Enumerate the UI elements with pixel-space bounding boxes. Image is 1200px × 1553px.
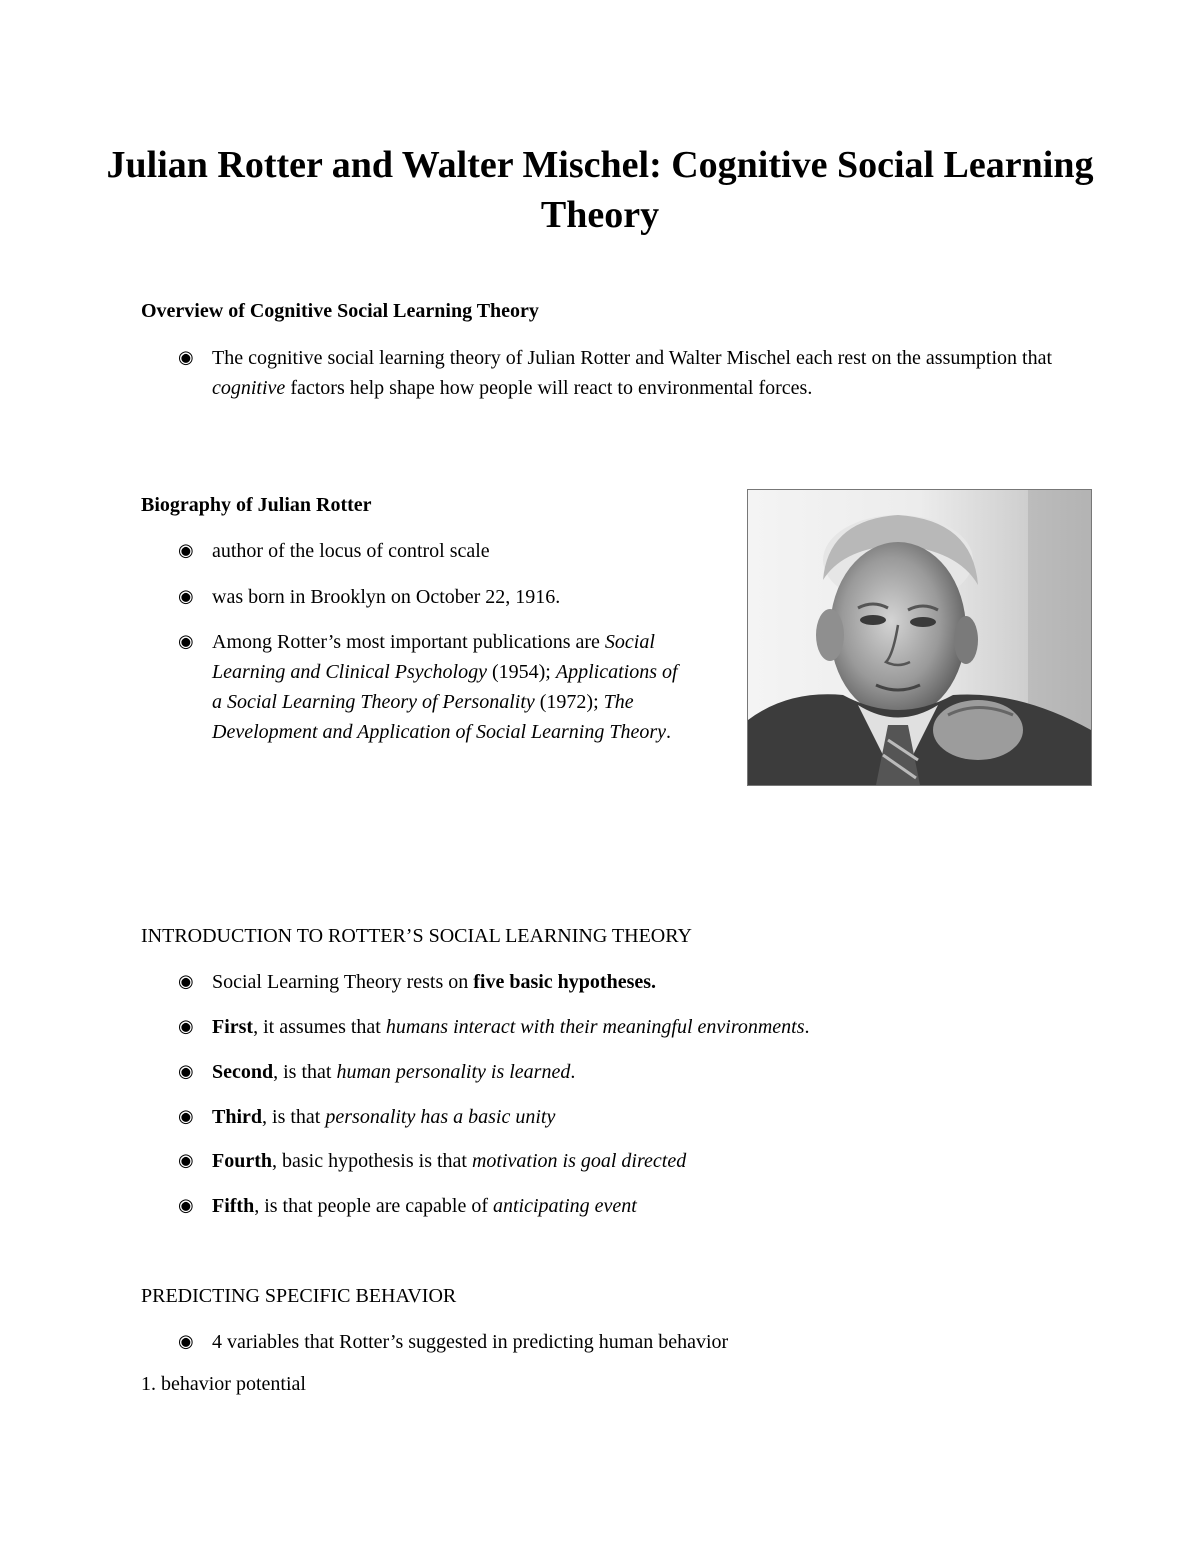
hypothesis-item: ◉ Fourth, basic hypothesis is that motivation is goal directed: [178, 1146, 1058, 1176]
bullet-icon: ◉: [178, 1016, 194, 1037]
introduction-heading: INTRODUCTION TO ROTTER’S SOCIAL LEARNING THEORY: [141, 925, 692, 947]
bullet-icon: ◉: [178, 631, 194, 652]
bullet-icon: ◉: [178, 347, 194, 368]
introduction-lead-bullet: ◉ Social Learning Theory rests on five basic hypotheses.: [178, 967, 1058, 997]
overview-heading: Overview of Cognitive Social Learning Theory: [141, 300, 539, 322]
bullet-icon: ◉: [178, 540, 194, 561]
bullet-icon: ◉: [178, 586, 194, 607]
page-title: Julian Rotter and Walter Mischel: Cognitive Social Learning Theory: [106, 144, 1094, 236]
overview-bullet: [178, 343, 1058, 403]
publications-text: Among Rotter’s most important publications are Social Learning and Clinical Psychology (1954); Applications of a Social Learning Theory of Personality (1972); The Development and Application of Social Learning Theory.: [212, 631, 678, 743]
bullet-icon: ◉: [178, 1195, 194, 1216]
hypothesis-item: ◉ Third, is that personality has a basic unity: [178, 1102, 1058, 1132]
biography-bullet-1: ◉ author of the locus of control scale: [178, 536, 698, 566]
bullet-icon: ◉: [178, 1331, 194, 1352]
bullet-icon: ◉: [178, 1150, 194, 1171]
hypothesis-item: ◉ First, it assumes that humans interact with their meaningful environments.: [178, 1012, 1058, 1042]
hypothesis-item: ◉ Second, is that human personality is learned.: [178, 1057, 1058, 1087]
portrait-image: [748, 490, 1091, 785]
numbered-item-1: 1. behavior potential: [141, 1373, 306, 1395]
bullet-icon: ◉: [178, 971, 194, 992]
biography-bullet-2: ◉ was born in Brooklyn on October 22, 1916.: [178, 582, 698, 612]
biography-heading: Biography of Julian Rotter: [141, 494, 372, 516]
biography-bullet-publications: [178, 627, 678, 747]
bullet-icon: ◉: [178, 1106, 194, 1127]
bullet-icon: ◉: [178, 1061, 194, 1082]
portrait-photo: [747, 489, 1092, 786]
predicting-bullet: ◉ 4 variables that Rotter’s suggested in predicting human behavior: [178, 1327, 1058, 1357]
overview-bullet-text: The cognitive social learning theory of Julian Rotter and Walter Mischel each rest on the assumption that cognitive factors help shape how people will react to environmental forces.: [212, 347, 1053, 399]
hypothesis-item: ◉ Fifth, is that people are capable of anticipating event: [178, 1191, 1058, 1221]
predicting-heading: PREDICTING SPECIFIC BEHAVIOR: [141, 1285, 457, 1307]
